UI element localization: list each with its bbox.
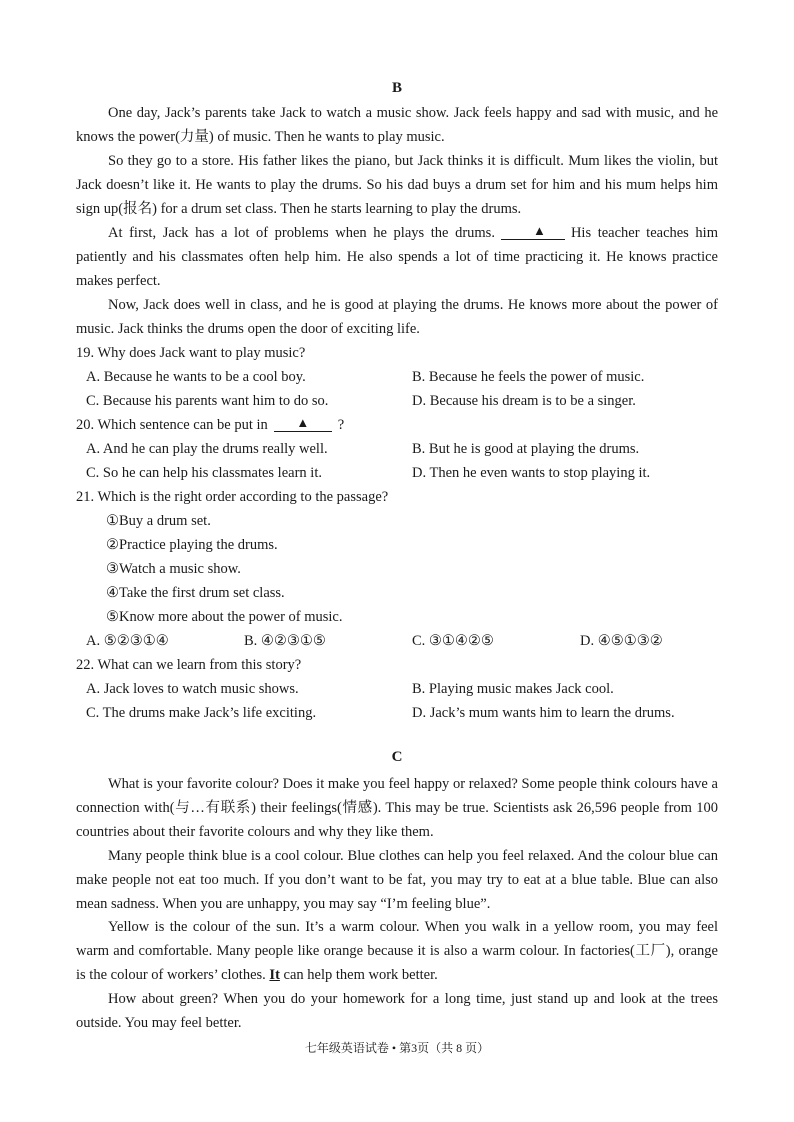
order-item-3: ③Watch a music show. [106, 561, 241, 577]
passage-b-paragraph-4: Now, Jack does well in class, and he is good at playing the drums. He knows more about the power of music. Jack thinks the drums open the door of exciting life. [76, 297, 718, 337]
question-19-stem: 19. Why does Jack want to play music? [76, 345, 306, 361]
question-19-option-a[interactable]: A. Because he wants to be a cool boy. [86, 369, 306, 385]
question-21-stem: 21. Which is the right order according to the passage? [76, 489, 389, 505]
question-22-option-b[interactable]: B. Playing music makes Jack cool. [412, 681, 614, 697]
question-22-option-d[interactable]: D. Jack’s mum wants him to learn the drums. [412, 705, 675, 721]
passage-b-paragraph-3 [76, 221, 718, 293]
passage-c-paragraph-1: What is your favorite colour? Does it make you feel happy or relaxed? Some people think colours have a connection with(与…有联系) their feelings(情感). This may be true. Scientists ask 26,596 people from 100 countries about their favorite colours and why they like them. [76, 776, 718, 840]
question-19-option-b[interactable]: B. Because he feels the power of music. [412, 369, 645, 385]
underlined-it: It [269, 967, 280, 983]
paragraph-3-before-blank: At first, Jack has a lot of problems when he plays the drums. [108, 225, 495, 241]
paragraph-3-after-blank: His teacher teaches him patiently and his classmates often help him. He also spends a lot of time practicing it. He knows practice makes perfect. [76, 225, 718, 289]
question-20-option-a[interactable]: A. And he can play the drums really well. [86, 441, 328, 457]
question-19-option-c[interactable]: C. Because his parents want him to do so. [86, 393, 329, 409]
page-footer: 七年级英语试卷 • 第3页（共 8 页） [304, 1041, 490, 1055]
order-item-4: ④Take the first drum set class. [106, 585, 285, 601]
question-22-option-c[interactable]: C. The drums make Jack’s life exciting. [86, 705, 317, 721]
question-20-option-b[interactable]: B. But he is good at playing the drums. [412, 441, 640, 457]
passage-b-paragraph-1: One day, Jack’s parents take Jack to watch a music show. Jack feels happy and sad with music, and he knows the power(力量) of music. Then he wants to play music. [76, 105, 718, 145]
passage-c-paragraph-4: How about green? When you do your homework for a long time, just stand up and look at the trees outside. You may feel better. [76, 991, 718, 1031]
passage-b-paragraph-2: So they go to a store. His father likes the piano, but Jack thinks it is difficult. Mum likes the violin, but Jack doesn’t like it. He wants to play the drums. So his dad buys a drum set for him and his mum helps him sign up(报名) for a drum set class. Then he starts learning to play the drums. [76, 153, 718, 217]
question-19-option-d[interactable]: D. Because his dream is to be a singer. [412, 393, 636, 409]
question-21-option-d[interactable]: D. ④⑤①③② [580, 633, 663, 649]
paragraph-3-end: can help them work better. [283, 967, 438, 983]
question-20-option-d[interactable]: D. Then he even wants to stop playing it. [412, 465, 651, 481]
passage-c-paragraph-2: Many people think blue is a cool colour. Blue clothes can help you feel relaxed. And the colour blue can make people not eat too much. If you don’t want to be fat, you may try to eat at a blue table. Blue can also mean sadness. When you are unhappy, you may say “I’m feeling blue”. [76, 848, 718, 912]
question-20-blank [274, 415, 332, 432]
paragraph-3-text: Yellow is the colour of the sun. It’s a warm colour. When you walk in a yellow room, you may feel warm and comfortable. Many people like orange because it is also a warm colour. In factories(工厂), orange is the colour of workers’ clothes. [76, 919, 718, 983]
question-20-option-c[interactable]: C. So he can help his classmates learn it. [86, 465, 322, 481]
triangle-icon: ▲ [532, 223, 546, 238]
passage-c-paragraph-3 [76, 915, 718, 987]
question-21-option-a[interactable]: A. ⑤②③①④ [86, 633, 169, 649]
order-item-2: ②Practice playing the drums. [106, 537, 278, 553]
question-22-option-a[interactable]: A. Jack loves to watch music shows. [86, 681, 299, 697]
answer-blank [501, 223, 565, 240]
question-21-option-b[interactable]: B. ④②③①⑤ [244, 633, 326, 649]
question-21-option-c[interactable]: C. ③①④②⑤ [412, 633, 494, 649]
triangle-icon: ▲ [296, 415, 310, 430]
question-22-stem: 22. What can we learn from this story? [76, 657, 302, 673]
order-item-1: ①Buy a drum set. [106, 513, 211, 529]
question-20-stem-text: 20. Which sentence can be put in [76, 417, 268, 433]
question-20-question-mark: ? [337, 417, 345, 433]
order-item-5: ⑤Know more about the power of music. [106, 609, 343, 625]
section-c-title: C [391, 749, 403, 765]
section-b-title: B [391, 80, 402, 96]
question-20-stem [76, 413, 726, 437]
